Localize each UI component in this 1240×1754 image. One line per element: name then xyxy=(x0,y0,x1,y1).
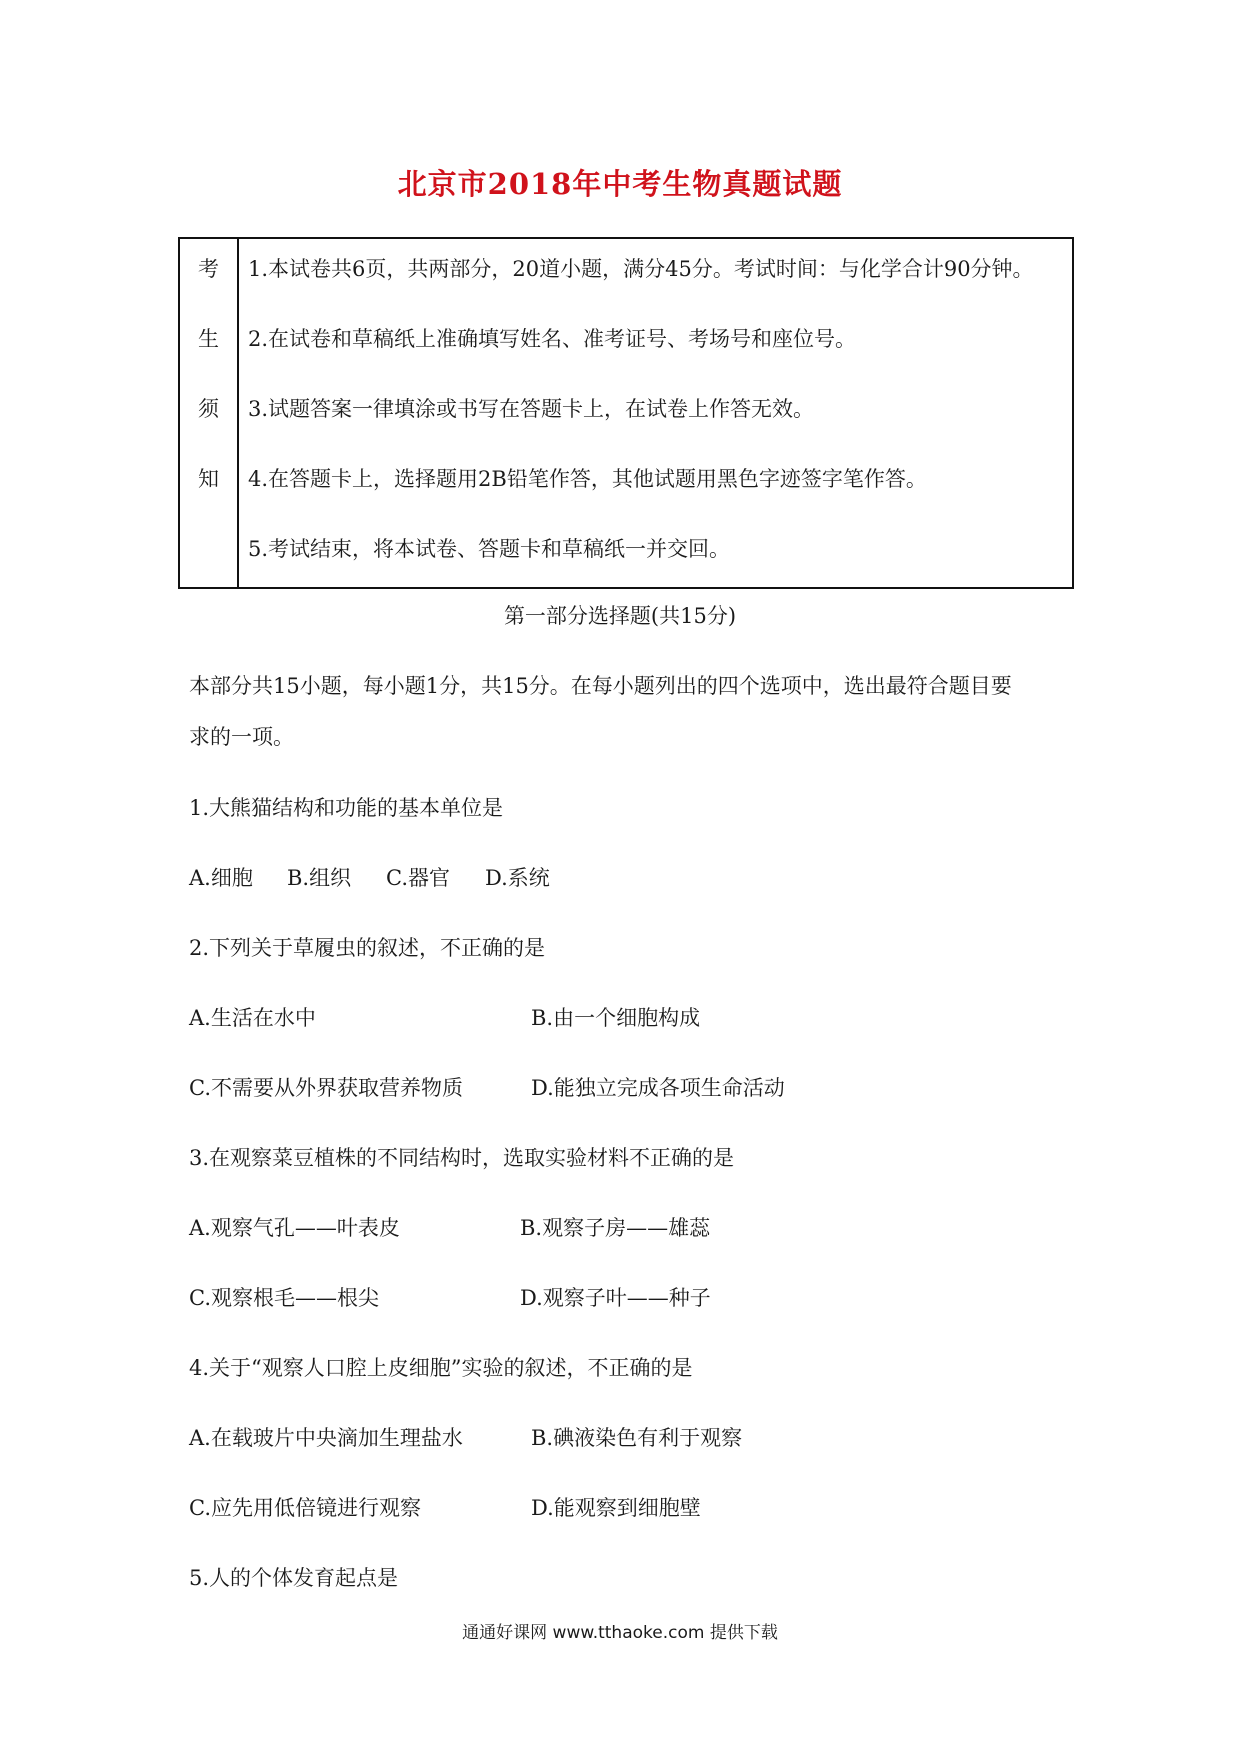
section-title: 第一部分选择题(共15分) xyxy=(503,604,737,628)
option: B.由一个细胞构成 xyxy=(531,1006,701,1030)
option: D.能独立完成各项生命活动 xyxy=(531,1076,785,1100)
instructions-line: 求的一项。 xyxy=(189,725,294,749)
notice-label-char: 须 xyxy=(198,397,219,421)
notice-item: 1.本试卷共6页，共两部分，20道小题，满分45分。考试时间：与化学合计90分钟。 xyxy=(248,257,1034,281)
option: C.应先用低倍镜进行观察 xyxy=(189,1496,421,1520)
option: C.器官 xyxy=(386,866,450,890)
notice-item: 4.在答题卡上，选择题用2B铅笔作答，其他试题用黑色字迹签字笔作答。 xyxy=(248,467,927,491)
question-stem: 1.大熊猫结构和功能的基本单位是 xyxy=(189,796,504,820)
option: A.观察气孔——叶表皮 xyxy=(189,1216,400,1240)
option: C.不需要从外界获取营养物质 xyxy=(189,1076,463,1100)
notice-divider xyxy=(237,239,239,587)
option: B.组织 xyxy=(287,866,352,890)
notice-label-char: 知 xyxy=(198,467,219,491)
notice-label-char: 考 xyxy=(198,257,219,281)
option: A.在载玻片中央滴加生理盐水 xyxy=(189,1426,463,1450)
notice-box xyxy=(178,237,1074,589)
question-stem: 3.在观察菜豆植株的不同结构时，选取实验材料不正确的是 xyxy=(189,1146,735,1170)
option: B.碘液染色有利于观察 xyxy=(531,1426,743,1450)
notice-item: 5.考试结束，将本试卷、答题卡和草稿纸一并交回。 xyxy=(248,537,731,561)
option: B.观察子房——雄蕊 xyxy=(520,1216,711,1240)
page-title: 北京市2018年中考生物真题试题 xyxy=(397,167,843,201)
footer: 通通好课网 www.tthaoke.com 提供下载 xyxy=(462,1623,778,1643)
question-stem: 2.下列关于草履虫的叙述，不正确的是 xyxy=(189,936,546,960)
option: C.观察根毛——根尖 xyxy=(189,1286,379,1310)
notice-label-char: 生 xyxy=(198,327,219,351)
notice-item: 2.在试卷和草稿纸上准确填写姓名、准考证号、考场号和座位号。 xyxy=(248,327,857,351)
question-stem: 5.人的个体发育起点是 xyxy=(189,1566,399,1590)
option: D.观察子叶——种子 xyxy=(520,1286,711,1310)
question-stem: 4.关于“观察人口腔上皮细胞”实验的叙述，不正确的是 xyxy=(189,1356,693,1380)
instructions-line: 本部分共15小题，每小题1分，共15分。在每小题列出的四个选项中，选出最符合题目要 xyxy=(189,674,1012,698)
notice-item: 3.试题答案一律填涂或书写在答题卡上，在试卷上作答无效。 xyxy=(248,397,815,421)
option: A.生活在水中 xyxy=(189,1006,316,1030)
option: D.能观察到细胞壁 xyxy=(531,1496,701,1520)
option: D.系统 xyxy=(485,866,550,890)
option: A.细胞 xyxy=(189,866,253,890)
